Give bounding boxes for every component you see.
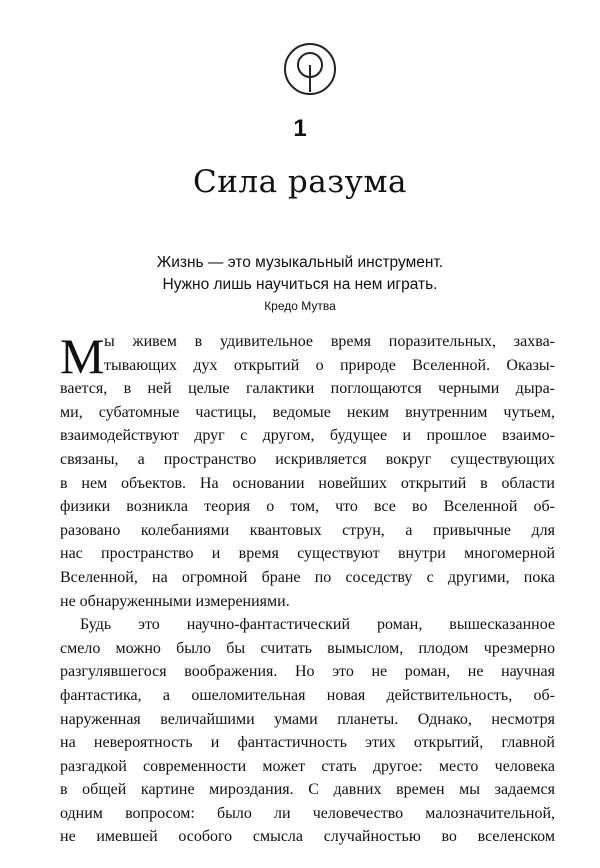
text-line: ми, субатомные частицы, ведомые неким внутренним чутьем, [60, 403, 555, 421]
chapter-title: Сила разума [193, 164, 407, 200]
text-line: в нем объектов. На основании новейших открытий в области [60, 474, 555, 492]
text-line: вается, в ней целые галактики поглощаются черными дыра- [60, 380, 555, 398]
text-line: в общей картине мироздания. С давних времен мы задаемся [60, 781, 555, 799]
drop-cap: М [60, 328, 105, 384]
text-line: не имевшей особого смысла случайностью во вселенском [60, 828, 555, 846]
text-line: нас пространство и время существуют внутри многомерной [60, 545, 555, 563]
text-line: Будь это научно-фантастический роман, вышесказанное [80, 616, 555, 634]
text-line: связаны, а пространство искривляется вокруг существующих [60, 450, 555, 468]
text-line: наруженная величайшими умами планеты. Однако, несмотря [60, 710, 555, 728]
epigraph-line: Нужно лишь научиться на нем играть. [162, 276, 438, 293]
text-line: тывающих дух открытий о природе Вселенной. Оказы- [104, 356, 555, 374]
text-line: разгадкой современности может стать другое: место человека [60, 757, 555, 775]
text-line: смело можно было бы считать вымыслом, плодом чрезмерно [60, 639, 555, 657]
epigraph [60, 252, 540, 315]
text-line: одним вопросом: было ли человечество малозначительной, [60, 804, 555, 822]
text-line: на невероятность и фантастичность этих открытий, главной [60, 734, 555, 752]
text-line: разовано колебаниями квантовых струн, а привычные для [60, 521, 555, 539]
text-line: разгулявшегося воображения. Но это не роман, не научная [60, 663, 555, 681]
text-line: физики возникла теория о том, что все во Вселенной об- [60, 498, 555, 516]
epigraph-source: Кредо Мутва [264, 299, 336, 313]
text-line: Вселенной, на огромной бране по соседству с другими, пока [60, 568, 555, 586]
circled-tree-icon [283, 42, 337, 96]
text-line: не обнаруженными измерениями. [60, 592, 290, 610]
chapter-number: 1 [293, 115, 307, 142]
text-line: ы живем в удивительное время поразительных, захва- [104, 333, 555, 350]
text-line: фантастика, а ошеломительная новая действительность, об- [60, 686, 555, 704]
epigraph-line: Жизнь — это музыкальный инструмент. [156, 254, 444, 271]
body-text [60, 330, 555, 849]
text-line: взаимодействуют друг с другом, будущее и прошлое взаимо- [60, 427, 555, 445]
